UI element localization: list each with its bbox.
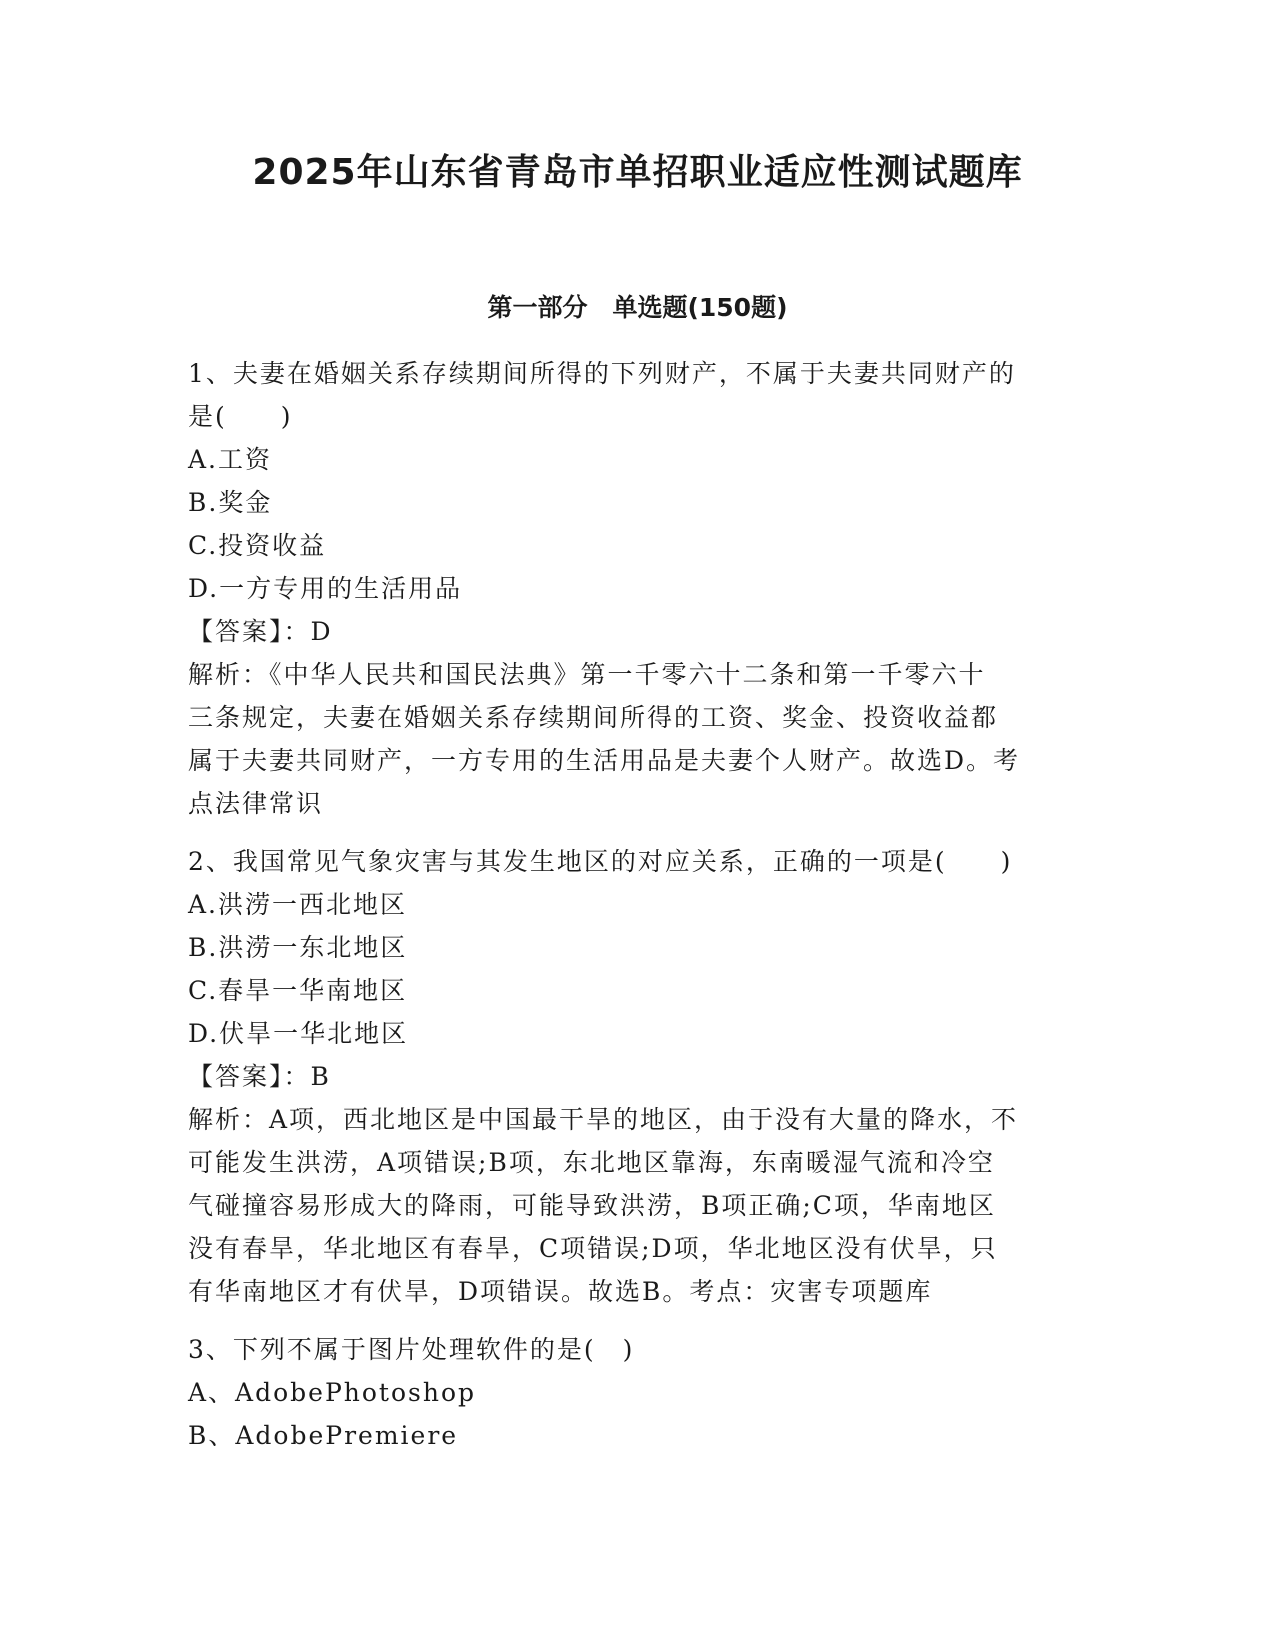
question-list: [188, 352, 1088, 1472]
question-stem: 3、下列不属于图片处理软件的是( ): [188, 1335, 635, 1364]
question-1: [188, 352, 1088, 825]
option-b: B.奖金: [188, 488, 273, 517]
analysis-line: 没有春旱，华北地区有春旱，C项错误;D项，华北地区没有伏旱，只: [188, 1234, 998, 1263]
document-title: 2025年山东省青岛市单招职业适应性测试题库: [252, 152, 1023, 193]
option-c: C.投资收益: [188, 531, 327, 560]
option-c: C.春旱一华南地区: [188, 976, 408, 1005]
question-stem: 2、我国常见气象灾害与其发生地区的对应关系，正确的一项是( ): [188, 847, 1013, 876]
option-a: A、AdobePhotoshop: [188, 1378, 477, 1407]
option-a: A.洪涝一西北地区: [188, 890, 408, 919]
answer: 【答案】：B: [188, 1062, 331, 1091]
question-stem: 1、夫妻在婚姻关系存续期间所得的下列财产，不属于夫妻共同财产的: [188, 359, 1016, 388]
question-3: [188, 1328, 1088, 1457]
analysis-line: 三条规定，夫妻在婚姻关系存续期间所得的工资、奖金、投资收益都: [188, 703, 999, 732]
section-title: 第一部分 单选题(150题): [487, 293, 788, 322]
analysis-line: 解析：《中华人民共和国民法典》第一千零六十二条和第一千零六十: [188, 660, 986, 689]
answer: 【答案】：D: [188, 617, 333, 646]
analysis-line: 解析：A项，西北地区是中国最干旱的地区，由于没有大量的降水，不: [188, 1105, 1019, 1134]
analysis-line: 气碰撞容易形成大的降雨，可能导致洪涝，B项正确;C项，华南地区: [188, 1191, 996, 1220]
question-stem: 是( ): [188, 402, 293, 431]
option-d: D.一方专用的生活用品: [188, 574, 463, 603]
analysis-line: 属于夫妻共同财产，一方专用的生活用品是夫妻个人财产。故选D。考: [188, 746, 1021, 775]
analysis-line: 点法律常识: [188, 789, 324, 818]
analysis-line: 有华南地区才有伏旱，D项错误。故选B。考点：灾害专项题库: [188, 1277, 933, 1306]
option-b: B、AdobePremiere: [188, 1421, 459, 1450]
question-2: [188, 840, 1088, 1313]
option-d: D.伏旱一华北地区: [188, 1019, 409, 1048]
option-b: B.洪涝一东北地区: [188, 933, 408, 962]
option-a: A.工资: [188, 445, 273, 474]
analysis-line: 可能发生洪涝，A项错误;B项，东北地区靠海，东南暖湿气流和冷空: [188, 1148, 995, 1177]
